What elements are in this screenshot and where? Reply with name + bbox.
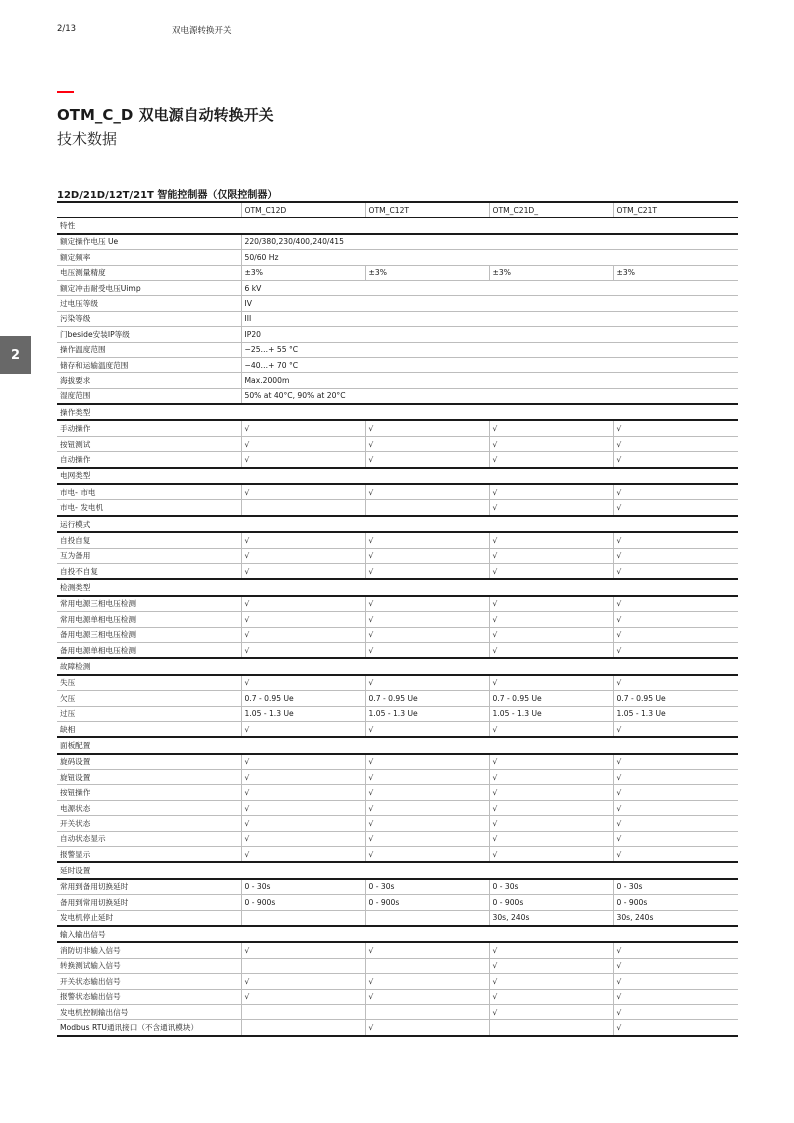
cell-value: √ (489, 642, 613, 658)
table-row (57, 879, 738, 895)
row-label: 过压 (57, 706, 241, 721)
cell-value: √ (489, 1004, 613, 1019)
cell-value (365, 500, 489, 516)
table-row (57, 989, 738, 1004)
cell-value: 0 - 30s (365, 879, 489, 895)
table-row (57, 831, 738, 846)
cell-value: √ (241, 675, 365, 691)
row-label: 手动操作 (57, 420, 241, 436)
running-header: 双电源转换开关 (172, 26, 232, 36)
cell-value: √ (365, 452, 489, 468)
cell-value: √ (489, 484, 613, 500)
cell-value: 0.7 - 0.95 Ue (241, 691, 365, 706)
section-row (57, 737, 738, 753)
cell-value: √ (489, 563, 613, 579)
cell-value: 0 - 900s (241, 895, 365, 910)
row-label: 操作温度范围 (57, 342, 241, 357)
table-row (57, 770, 738, 785)
table-row (57, 532, 738, 548)
table-caption: 12D/21D/12T/21T 智能控制器（仅限控制器） (57, 190, 278, 201)
table-row (57, 234, 738, 250)
cell-value: √ (241, 974, 365, 989)
row-label: 自投不自复 (57, 563, 241, 579)
cell-value: 0 - 900s (489, 895, 613, 910)
row-label: 开关状态 (57, 816, 241, 831)
cell-value: √ (241, 627, 365, 642)
table-row (57, 958, 738, 973)
cell-value: √ (365, 548, 489, 563)
table-row (57, 265, 738, 280)
cell-value: √ (489, 500, 613, 516)
section-heading: 延时设置 (57, 862, 738, 878)
cell-value: √ (241, 785, 365, 800)
cell-value: √ (613, 1004, 738, 1019)
spec-table (57, 201, 738, 1037)
row-value: IV (241, 296, 738, 311)
section-row (57, 926, 738, 942)
cell-value: √ (365, 974, 489, 989)
row-label: 转换测试输入信号 (57, 958, 241, 973)
section-row (57, 516, 738, 532)
row-label: 过电压等级 (57, 296, 241, 311)
cell-value: √ (241, 484, 365, 500)
section-heading: 故障检测 (57, 658, 738, 674)
cell-value: 0.7 - 0.95 Ue (365, 691, 489, 706)
cell-value: √ (489, 675, 613, 691)
table-body (57, 218, 738, 1036)
cell-value: √ (613, 847, 738, 863)
cell-value: √ (241, 642, 365, 658)
cell-value: √ (489, 452, 613, 468)
accent-bar (57, 91, 74, 93)
row-label: 开关状态输出信号 (57, 974, 241, 989)
row-label: 门beside安装IP等级 (57, 327, 241, 342)
cell-value: √ (613, 532, 738, 548)
table-row (57, 675, 738, 691)
table-row (57, 754, 738, 770)
cell-value: √ (489, 770, 613, 785)
cell-value: √ (365, 785, 489, 800)
row-label: 自动状态显示 (57, 831, 241, 846)
chapter-tab: 2 (0, 336, 31, 374)
table-row (57, 706, 738, 721)
cell-value: √ (613, 942, 738, 958)
section-heading: 电网类型 (57, 468, 738, 484)
cell-value: 0 - 900s (613, 895, 738, 910)
cell-value: √ (365, 1020, 489, 1036)
cell-value: √ (489, 785, 613, 800)
table-row (57, 436, 738, 451)
row-label: 发电机停止延时 (57, 910, 241, 926)
section-heading: 特性 (57, 218, 738, 234)
row-label: 市电- 市电 (57, 484, 241, 500)
cell-value: √ (365, 532, 489, 548)
cell-value: ±3% (489, 265, 613, 280)
column-header (57, 202, 241, 218)
table-row (57, 800, 738, 815)
page-number: 2/13 (57, 24, 77, 34)
cell-value: √ (613, 831, 738, 846)
row-label: 市电- 发电机 (57, 500, 241, 516)
row-label: 海拔要求 (57, 373, 241, 388)
cell-value: √ (241, 452, 365, 468)
cell-value: √ (489, 420, 613, 436)
cell-value: √ (489, 958, 613, 973)
cell-value: √ (241, 831, 365, 846)
row-label: 常用到备用切换延时 (57, 879, 241, 895)
cell-value: √ (489, 721, 613, 737)
cell-value (489, 1020, 613, 1036)
cell-value: √ (241, 942, 365, 958)
row-label: 电压测量精度 (57, 265, 241, 280)
table-row (57, 691, 738, 706)
cell-value: √ (613, 816, 738, 831)
cell-value: 0.7 - 0.95 Ue (489, 691, 613, 706)
cell-value: √ (489, 596, 613, 612)
section-row (57, 658, 738, 674)
cell-value: √ (365, 816, 489, 831)
cell-value: √ (613, 989, 738, 1004)
cell-value: √ (613, 770, 738, 785)
cell-value: √ (365, 942, 489, 958)
cell-value: ±3% (241, 265, 365, 280)
cell-value: √ (241, 436, 365, 451)
row-label: 按钮操作 (57, 785, 241, 800)
cell-value: √ (365, 563, 489, 579)
cell-value: √ (489, 831, 613, 846)
column-header: OTM_C12T (365, 202, 489, 218)
table-row (57, 1020, 738, 1036)
table-row (57, 627, 738, 642)
table-row (57, 642, 738, 658)
cell-value: √ (489, 532, 613, 548)
cell-value: √ (613, 596, 738, 612)
cell-value: √ (489, 800, 613, 815)
cell-value: √ (613, 721, 738, 737)
table-row (57, 452, 738, 468)
cell-value (241, 958, 365, 973)
cell-value: √ (613, 612, 738, 627)
cell-value: √ (365, 847, 489, 863)
table-row (57, 373, 738, 388)
cell-value: √ (613, 548, 738, 563)
cell-value: √ (489, 974, 613, 989)
cell-value: 0 - 30s (489, 879, 613, 895)
table-row (57, 296, 738, 311)
row-value: 50/60 Hz (241, 250, 738, 265)
page-title: OTM_C_D 双电源自动转换开关 (57, 106, 274, 124)
row-value: 220/380,230/400,240/415 (241, 234, 738, 250)
cell-value: √ (365, 484, 489, 500)
cell-value: √ (613, 484, 738, 500)
table-row (57, 342, 738, 357)
cell-value: √ (365, 721, 489, 737)
cell-value: 1.05 - 1.3 Ue (365, 706, 489, 721)
cell-value: √ (613, 436, 738, 451)
cell-value: √ (489, 816, 613, 831)
table-row (57, 942, 738, 958)
section-heading: 操作类型 (57, 404, 738, 420)
cell-value (365, 1004, 489, 1019)
cell-value: √ (613, 800, 738, 815)
cell-value: √ (365, 642, 489, 658)
section-row (57, 579, 738, 595)
section-heading: 输入输出信号 (57, 926, 738, 942)
cell-value: √ (613, 675, 738, 691)
cell-value: √ (241, 532, 365, 548)
cell-value: √ (489, 436, 613, 451)
row-label: 缺相 (57, 721, 241, 737)
cell-value: 30s, 240s (489, 910, 613, 926)
cell-value: √ (613, 642, 738, 658)
row-label: 失压 (57, 675, 241, 691)
row-label: 储存和运输温度范围 (57, 357, 241, 372)
cell-value: √ (365, 831, 489, 846)
cell-value: √ (365, 627, 489, 642)
cell-value: √ (489, 989, 613, 1004)
table-row (57, 847, 738, 863)
row-label: 额定频率 (57, 250, 241, 265)
cell-value: √ (613, 627, 738, 642)
cell-value: 0.7 - 0.95 Ue (613, 691, 738, 706)
cell-value (241, 1020, 365, 1036)
cell-value: √ (489, 754, 613, 770)
section-row (57, 862, 738, 878)
cell-value: √ (613, 974, 738, 989)
table-row (57, 250, 738, 265)
cell-value: 1.05 - 1.3 Ue (613, 706, 738, 721)
row-label: 消防切非输入信号 (57, 942, 241, 958)
cell-value: √ (365, 754, 489, 770)
row-label: 发电机控制输出信号 (57, 1004, 241, 1019)
cell-value: √ (241, 800, 365, 815)
table-row (57, 721, 738, 737)
cell-value: √ (241, 989, 365, 1004)
cell-value: √ (241, 612, 365, 627)
row-value: −40…+ 70 °C (241, 357, 738, 372)
row-label: 报警显示 (57, 847, 241, 863)
cell-value: √ (365, 675, 489, 691)
cell-value: √ (613, 754, 738, 770)
row-label: 自投自复 (57, 532, 241, 548)
cell-value: ±3% (613, 265, 738, 280)
cell-value: √ (241, 816, 365, 831)
section-row (57, 404, 738, 420)
cell-value: 1.05 - 1.3 Ue (489, 706, 613, 721)
column-header: OTM_C21D_ (489, 202, 613, 218)
cell-value: √ (241, 721, 365, 737)
table-row (57, 1004, 738, 1019)
row-value: IP20 (241, 327, 738, 342)
section-row (57, 218, 738, 234)
cell-value: √ (613, 958, 738, 973)
cell-value: ±3% (365, 265, 489, 280)
row-label: 额定操作电压 Ue (57, 234, 241, 250)
section-heading: 面板配置 (57, 737, 738, 753)
section-heading: 运行模式 (57, 516, 738, 532)
row-label: 额定冲击耐受电压Uimp (57, 280, 241, 295)
table-row (57, 612, 738, 627)
table-header-row (57, 202, 738, 218)
row-value: III (241, 311, 738, 326)
cell-value: √ (365, 800, 489, 815)
table-row (57, 484, 738, 500)
row-label: 旋钮设置 (57, 770, 241, 785)
table-row (57, 357, 738, 372)
table-row (57, 500, 738, 516)
cell-value: √ (489, 548, 613, 563)
cell-value: √ (613, 420, 738, 436)
cell-value (365, 958, 489, 973)
cell-value: 0 - 30s (241, 879, 365, 895)
table-row (57, 785, 738, 800)
row-label: 常用电源单相电压检测 (57, 612, 241, 627)
table-row (57, 910, 738, 926)
row-value: −25…+ 55 °C (241, 342, 738, 357)
cell-value: √ (489, 942, 613, 958)
table-row (57, 895, 738, 910)
cell-value: √ (365, 436, 489, 451)
table-row (57, 327, 738, 342)
cell-value: √ (489, 612, 613, 627)
table-row (57, 548, 738, 563)
table-row (57, 311, 738, 326)
cell-value: √ (241, 420, 365, 436)
cell-value (241, 1004, 365, 1019)
row-value: 50% at 40°C, 90% at 20°C (241, 388, 738, 404)
cell-value (241, 910, 365, 926)
row-value: 6 kV (241, 280, 738, 295)
page-subtitle: 技术数据 (57, 130, 118, 148)
row-label: Modbus RTU通讯接口（不含通讯模块） (57, 1020, 241, 1036)
cell-value: √ (613, 785, 738, 800)
row-label: 电源状态 (57, 800, 241, 815)
cell-value: 1.05 - 1.3 Ue (241, 706, 365, 721)
section-heading: 检测类型 (57, 579, 738, 595)
cell-value: 0 - 900s (365, 895, 489, 910)
cell-value: √ (241, 754, 365, 770)
row-label: 互为备用 (57, 548, 241, 563)
cell-value: √ (489, 847, 613, 863)
cell-value: √ (365, 596, 489, 612)
table-row (57, 280, 738, 295)
row-label: 自动操作 (57, 452, 241, 468)
table-row (57, 563, 738, 579)
row-label: 旋码设置 (57, 754, 241, 770)
cell-value: √ (613, 500, 738, 516)
row-label: 湿度范围 (57, 388, 241, 404)
row-label: 常用电源三相电压检测 (57, 596, 241, 612)
row-label: 报警状态输出信号 (57, 989, 241, 1004)
cell-value: √ (489, 627, 613, 642)
cell-value: 0 - 30s (613, 879, 738, 895)
cell-value: √ (365, 612, 489, 627)
cell-value: √ (365, 770, 489, 785)
row-label: 备用电源单相电压检测 (57, 642, 241, 658)
row-label: 污染等级 (57, 311, 241, 326)
row-label: 备用电源三相电压检测 (57, 627, 241, 642)
column-header: OTM_C12D (241, 202, 365, 218)
column-header: OTM_C21T (613, 202, 738, 218)
row-label: 欠压 (57, 691, 241, 706)
row-value: Max.2000m (241, 373, 738, 388)
table-row (57, 816, 738, 831)
cell-value: 30s, 240s (613, 910, 738, 926)
cell-value: √ (613, 1020, 738, 1036)
cell-value: √ (241, 548, 365, 563)
cell-value: √ (613, 452, 738, 468)
table-row (57, 974, 738, 989)
table-row (57, 388, 738, 404)
row-label: 按钮测试 (57, 436, 241, 451)
section-row (57, 468, 738, 484)
cell-value: √ (241, 563, 365, 579)
table-row (57, 420, 738, 436)
row-label: 备用到常用切换延时 (57, 895, 241, 910)
cell-value: √ (365, 420, 489, 436)
cell-value: √ (241, 847, 365, 863)
cell-value: √ (241, 770, 365, 785)
cell-value (241, 500, 365, 516)
cell-value: √ (241, 596, 365, 612)
table-row (57, 596, 738, 612)
cell-value: √ (613, 563, 738, 579)
cell-value (365, 910, 489, 926)
cell-value: √ (365, 989, 489, 1004)
